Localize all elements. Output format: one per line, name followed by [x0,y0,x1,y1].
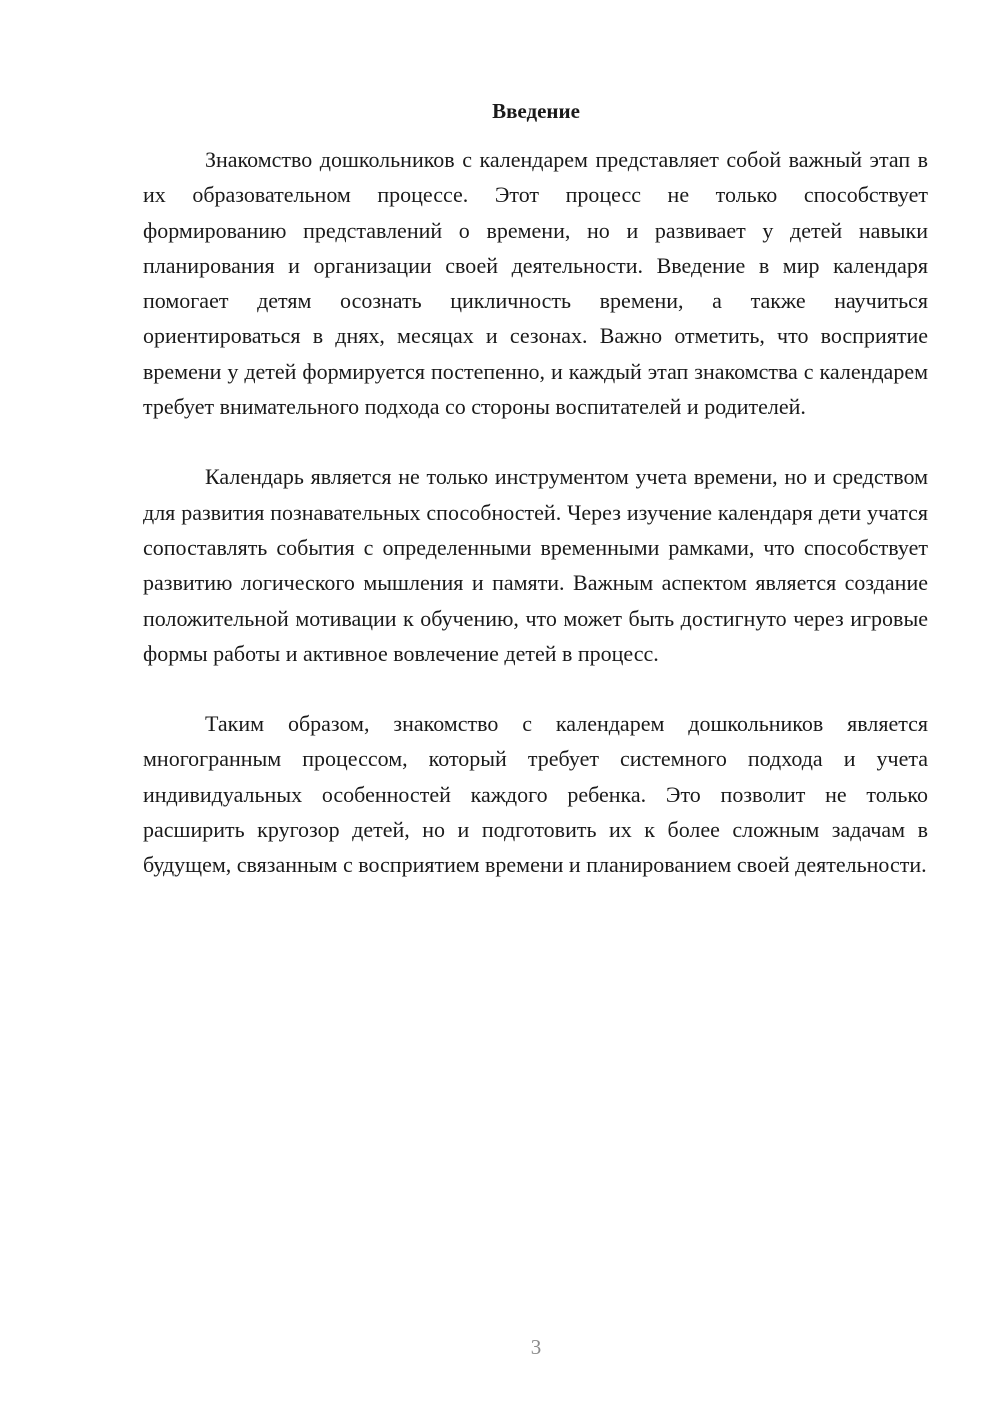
document-body [143,142,928,918]
paragraph-1: Знакомство дошкольников с календарем представляет собой важный этап в их образовательном процессе. Этот процесс не только способствует формированию представлений о времени, но и развивает у детей навыки планирования и организации своей деятельности. Введение в мир календаря помогает детям осознать цикличность времени, а также научиться ориентироваться в днях, месяцах и сезонах. Важно отметить, что восприятие времени у детей формируется постепенно, и каждый этап знакомства с календарем требует внимательного подхода со стороны воспитателей и родителей. [143,147,928,420]
page-number: 3 [530,1335,542,1359]
paragraph-3: Таким образом, знакомство с календарем дошкольников является многогранным процессом, который требует системного подхода и учета индивидуальных особенностей каждого ребенка. Это позволит не только расширить кругозор детей, но и подготовить их к более сложным задачам в будущем, связанным с восприятием времени и планированием своей деятельности. [143,711,928,878]
section-heading: Введение [492,99,580,123]
paragraph-2: Календарь является не только инструментом учета времени, но и средством для развития познавательных способностей. Через изучение календаря дети учатся сопоставлять события с определенными временными рамками, что способствует развитию логического мышления и памяти. Важным аспектом является создание положительной мотивации к обучению, что может быть достигнуто через игровые формы работы и активное вовлечение детей в процесс. [143,464,928,666]
